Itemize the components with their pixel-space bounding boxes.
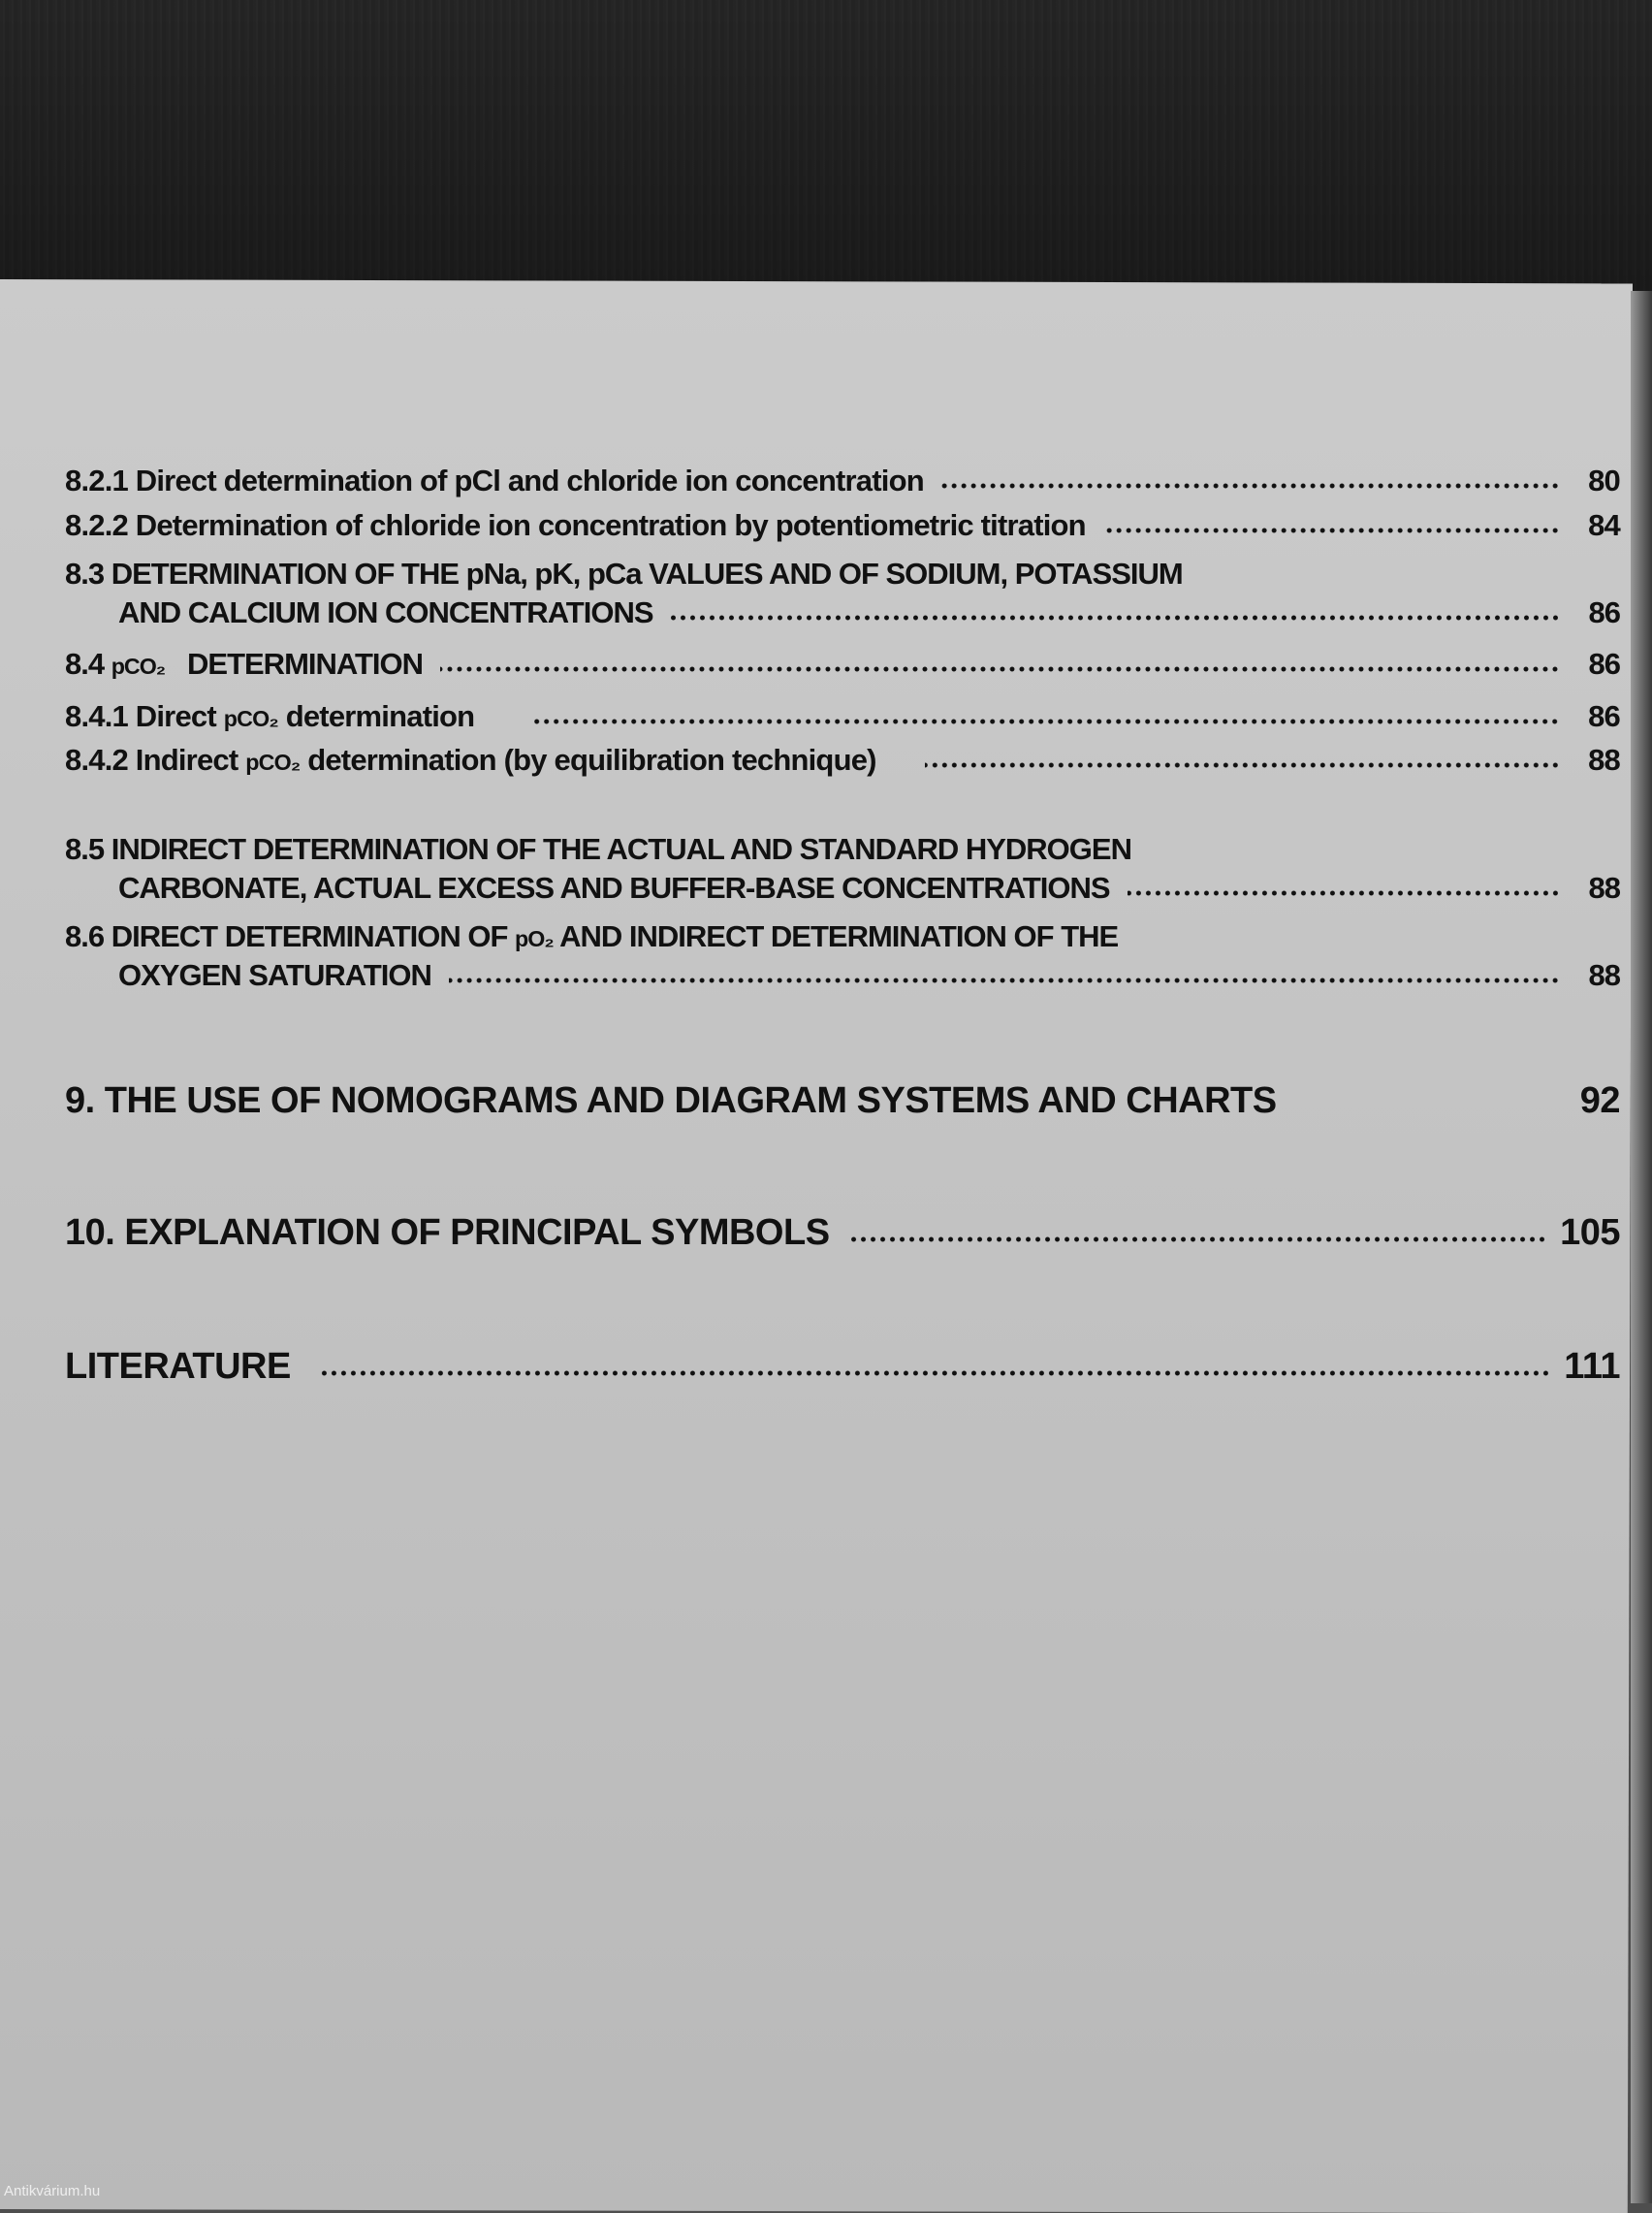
watermark: Antikvárium.hu	[4, 2183, 101, 2199]
toc-entry-8-4-2	[65, 743, 1620, 778]
page-number: 105	[1560, 1212, 1620, 1253]
entry-number: 8.2.2	[65, 508, 128, 542]
toc-entry-8-4	[65, 647, 1620, 682]
entry-title: AND INDIRECT DETERMINATION OF THE	[559, 919, 1119, 953]
page-number: 111	[1564, 1346, 1620, 1387]
entry-title: Determination of chloride ion concentration by potentiometric titration	[135, 508, 1086, 542]
entry-title: LITERATURE	[65, 1346, 291, 1387]
dot-leader	[440, 664, 1560, 674]
pco2-symbol: pCO₂	[245, 750, 301, 775]
entry-title: DETERMINATION	[187, 647, 424, 681]
entry-title-cont: CARBONATE, ACTUAL EXCESS AND BUFFER-BASE CONCENTRATIONS	[118, 871, 1110, 905]
toc-entry-8-5-line1	[65, 832, 1620, 867]
entry-title: DIRECT DETERMINATION OF	[111, 919, 508, 953]
toc-literature	[65, 1346, 1620, 1389]
toc-entry-8-2-1	[65, 464, 1620, 498]
toc-entry-8-4-1	[65, 699, 1620, 734]
dot-leader	[320, 1368, 1550, 1378]
dot-leader	[532, 717, 1560, 726]
toc-chapter-10	[65, 1212, 1620, 1255]
entry-title-cont: OXYGEN SATURATION	[118, 958, 431, 992]
entry-number: 8.3	[65, 557, 105, 591]
entry-number: 8.5	[65, 832, 105, 866]
entry-title-cont: AND CALCIUM ION CONCENTRATIONS	[118, 595, 653, 629]
page-number: 86	[1588, 699, 1620, 733]
pco2-symbol: pCO₂	[111, 654, 166, 679]
dot-leader	[1128, 888, 1560, 898]
entry-title: EXPLANATION OF PRINCIPAL SYMBOLS	[124, 1212, 830, 1253]
dot-leader	[847, 1235, 1547, 1244]
entry-title: determination	[285, 699, 475, 733]
entry-title: Direct	[135, 699, 216, 733]
page-number: 92	[1579, 1080, 1620, 1121]
entry-number: 8.4	[65, 647, 105, 681]
entry-number: 8.4.1	[65, 699, 128, 733]
page-number: 88	[1588, 743, 1620, 777]
po2-symbol: pO₂	[515, 926, 554, 951]
entry-title: INDIRECT DETERMINATION OF THE ACTUAL AND STANDARD HYDROGEN	[111, 832, 1131, 866]
dot-leader	[925, 760, 1560, 770]
toc-entry-8-3	[65, 595, 1620, 630]
entry-title: DETERMINATION OF THE pNa, pK, pCa VALUES AND OF SODIUM, POTASSIUM	[111, 557, 1183, 591]
entry-number: 8.2.1	[65, 464, 128, 497]
dot-leader	[671, 613, 1560, 623]
entry-number: 8.6	[65, 919, 105, 953]
page-number: 86	[1588, 595, 1620, 629]
page-edge	[1631, 291, 1652, 2203]
entry-title: Indirect	[135, 743, 238, 777]
toc-chapter-9	[65, 1080, 1620, 1123]
toc-entry-8-6-line1	[65, 919, 1620, 954]
dot-leader	[449, 976, 1560, 985]
dot-leader	[941, 481, 1560, 491]
dot-leader	[1103, 526, 1560, 535]
page-number: 84	[1588, 508, 1620, 542]
entry-title: THE USE OF NOMOGRAMS AND DIAGRAM SYSTEMS AND CHARTS	[104, 1080, 1277, 1121]
toc-entry-8-2-2	[65, 508, 1620, 543]
page-number: 88	[1588, 871, 1620, 905]
page-number: 88	[1588, 958, 1620, 992]
background-surface	[0, 0, 1652, 291]
entry-title: Direct determination of pCl and chloride ion concentration	[135, 464, 924, 497]
toc-entry-8-5	[65, 871, 1620, 906]
toc-entry-8-3-line1	[65, 557, 1620, 592]
entry-number: 9.	[65, 1080, 95, 1121]
pco2-symbol: pCO₂	[223, 706, 278, 731]
entry-number: 8.4.2	[65, 743, 128, 777]
entry-number: 10.	[65, 1212, 115, 1253]
toc-entry-8-6	[65, 958, 1620, 993]
entry-title: determination (by equilibration technique)	[307, 743, 876, 777]
page-number: 86	[1588, 647, 1620, 681]
page-number: 80	[1588, 464, 1620, 497]
spacer	[1294, 1103, 1560, 1112]
